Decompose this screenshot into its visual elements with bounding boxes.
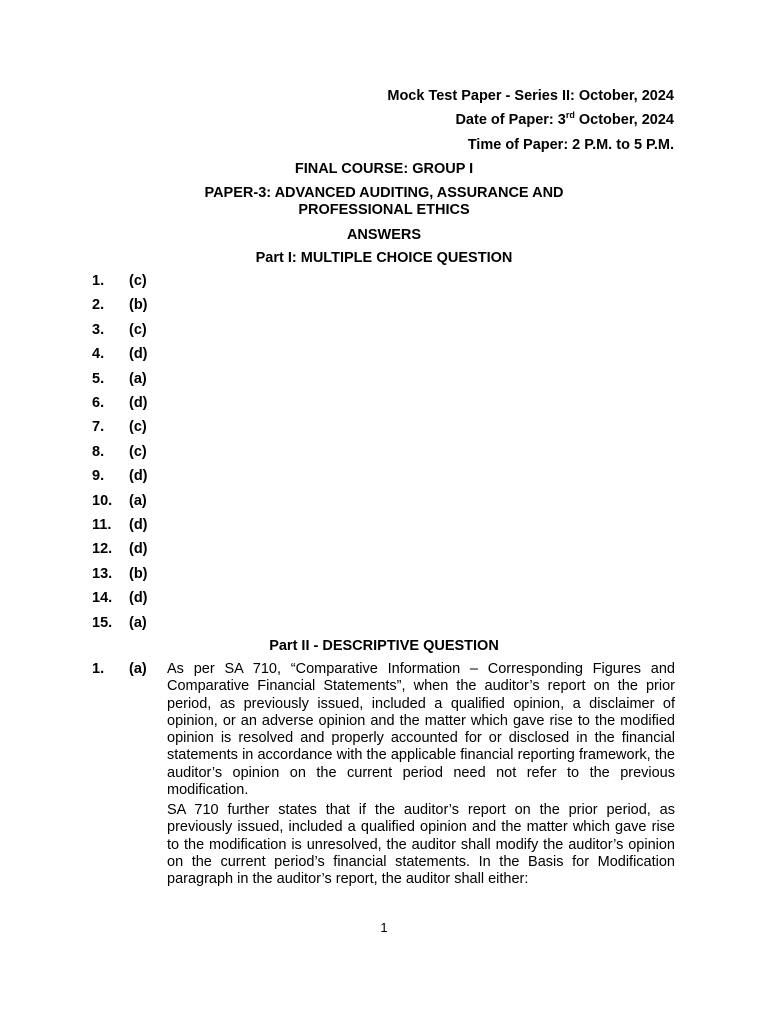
mcq-question-number: 12. bbox=[92, 541, 113, 558]
answer-paragraph-2: SA 710 further states that if the auditor’s report on the prior period, as previously issued, included a qualified opinion and the matter which gave rise to the modification is unresolved, the auditor shall modify the auditor’s opinion on the current period’s financial statements. In the Basis for Modification paragraph in the auditor’s report, the auditor shall either: bbox=[167, 802, 675, 888]
course-heading: FINAL COURSE: GROUP I bbox=[294, 161, 474, 177]
answers-heading: ANSWERS bbox=[346, 227, 422, 243]
page-number: 1 bbox=[380, 920, 388, 935]
mcq-question-number: 14. bbox=[92, 590, 113, 607]
mcq-answer-option: (c) bbox=[129, 321, 147, 338]
paper-date: Date of Paper: 3rd October, 2024 bbox=[455, 110, 674, 128]
mcq-question-number: 6. bbox=[92, 395, 105, 411]
paper-heading-line1: PAPER-3: ADVANCED AUDITING, ASSURANCE AND bbox=[204, 185, 564, 201]
paper-heading-line2: PROFESSIONAL ETHICS bbox=[298, 202, 470, 218]
mcq-question-number: 4. bbox=[92, 346, 105, 363]
mcq-question-number: 15. bbox=[92, 614, 113, 631]
mcq-answer-option: (d) bbox=[129, 590, 148, 607]
question-part-label: (a) bbox=[129, 661, 147, 677]
mcq-answer-option: (a) bbox=[129, 614, 147, 631]
mcq-question-number: 9. bbox=[92, 468, 105, 485]
mcq-question-number: 5. bbox=[92, 370, 105, 387]
mcq-answer-option: (b) bbox=[129, 565, 148, 582]
mcq-answer-option: (d) bbox=[129, 517, 148, 533]
mcq-answer-option: (c) bbox=[129, 273, 147, 289]
question-number: 1. bbox=[92, 661, 105, 677]
answer-paragraph-1: As per SA 710, “Comparative Information – Corresponding Figures and Comparative Financial Statements”, when the auditor’s report on the prior period, as previously issued, included a qualified opinion, a disclaimer of opinion, or an adverse opinion and the matter which gave rise to the modified opinion is resolved and properly accounted for or disclosed in the financial statements in accordance with the applicable financial reporting framework, the auditor’s opinion on the current period need not refer to the previous modification. bbox=[167, 661, 675, 799]
mcq-answer-option: (c) bbox=[129, 419, 147, 436]
mcq-question-number: 11. bbox=[92, 517, 112, 533]
paper-title: Mock Test Paper - Series II: October, 2024 bbox=[387, 88, 674, 104]
mcq-answer-option: (d) bbox=[129, 468, 148, 485]
mcq-answer-option: (c) bbox=[129, 443, 147, 460]
mcq-answer-option: (a) bbox=[129, 370, 147, 387]
mcq-question-number: 1. bbox=[92, 273, 105, 289]
mcq-answer-option: (d) bbox=[129, 395, 148, 411]
mcq-question-number: 2. bbox=[92, 297, 105, 314]
mcq-question-number: 10. bbox=[92, 492, 113, 509]
part2-heading: Part II - DESCRIPTIVE QUESTION bbox=[269, 638, 499, 654]
mcq-question-number: 8. bbox=[92, 443, 105, 460]
mcq-answer-option: (d) bbox=[129, 541, 148, 558]
mcq-answer-option: (a) bbox=[129, 492, 147, 509]
mcq-question-number: 3. bbox=[92, 321, 105, 338]
mcq-question-number: 13. bbox=[92, 565, 113, 582]
paper-time: Time of Paper: 2 P.M. to 5 P.M. bbox=[467, 137, 674, 153]
mcq-question-number: 7. bbox=[92, 419, 105, 436]
mcq-answer-option: (b) bbox=[129, 297, 148, 314]
mcq-answer-option: (d) bbox=[129, 346, 148, 363]
part1-heading: Part I: MULTIPLE CHOICE QUESTION bbox=[255, 250, 513, 266]
